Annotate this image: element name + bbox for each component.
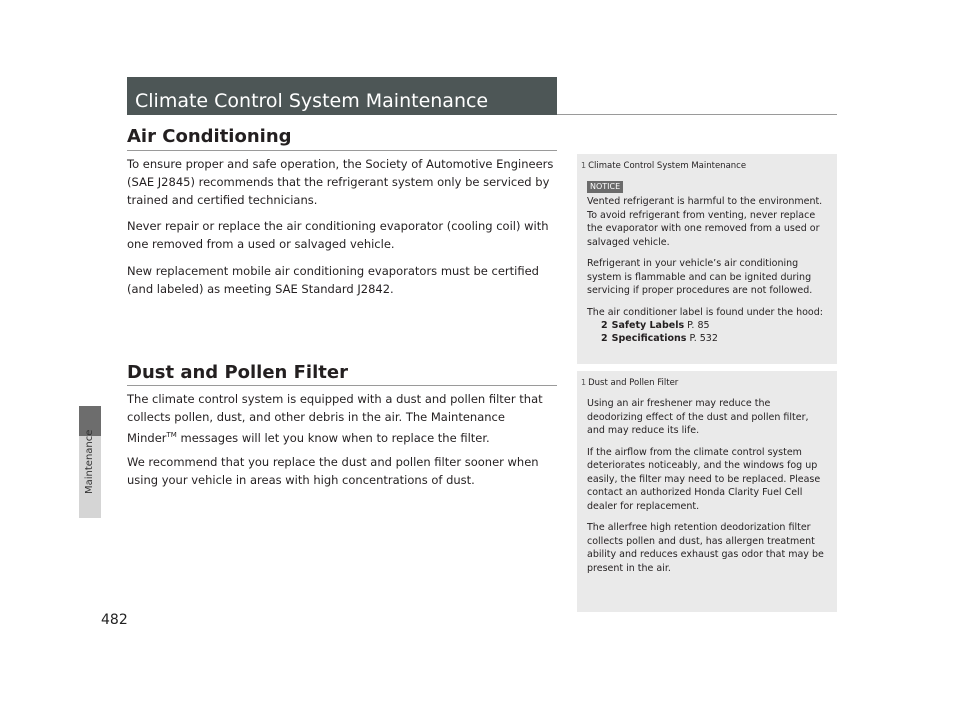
cross-reference-link[interactable]: 2 Safety Labels P. 85 [601,320,710,331]
paragraph: To ensure proper and safe operation, the Society of Automotive Engineers (SAE J2845) recommends that the refrigerant system only be serviced by trained and certified technicians. [127,157,554,207]
page-number: 482 [101,612,128,628]
side-tab-label: Maintenance [84,429,95,495]
note-paragraph: The allerfree high retention deodorization filter collects pollen and dust, has allergen treatment ability and reduces exhaust gas odor that may be present in the air. [587,522,824,574]
section-rule [127,150,557,151]
title-rule [557,114,837,115]
note-paragraph: If the airflow from the climate control system deteriorates noticeably, and the windows fog up easily, the filter may need to be replaced. Please contact an authorized Honda Clarity Fuel Cell dealer for replacement. [587,446,821,512]
paragraph-text: messages will let you know when to replace the filter. [176,430,490,445]
paragraph: New replacement mobile air conditioning evaporators must be certified (and labeled) as meeting SAE Standard J2842. [127,264,539,296]
note-paragraph: Using an air freshener may reduce the deodorizing effect of the dust and pollen filter, and may reduce its life. [587,398,809,436]
note-title [581,377,825,389]
trademark-mark: TM [166,431,177,439]
sidebar-note-dust-pollen [577,371,837,612]
paragraph [127,390,557,447]
cross-reference-link[interactable]: 2 Specifications P. 532 [601,333,718,344]
reference-icon: 1 [581,161,587,170]
paragraph-text: The climate control system is equipped with a dust and pollen filter that collects pollen, dust, and other debris in the air. The Maintenance Minder [127,392,543,445]
paragraph: We recommend that you replace the dust and pollen filter sooner when using your vehicle in areas with high concentrations of dust. [127,455,539,487]
note-title-text: Climate Control System Maintenance [588,161,747,171]
note-paragraph: Vented refrigerant is harmful to the environment. To avoid refrigerant from venting, never replace the evaporator with one removed from a used or salvaged vehicle. [587,196,823,248]
section-heading-air-conditioning: Air Conditioning [127,126,292,147]
arrow-icon: 2 [601,320,608,331]
notice-badge: NOTICE [587,181,623,193]
note-paragraph: The air conditioner label is found under the hood: [587,306,823,318]
note-paragraph: Refrigerant in your vehicle’s air conditioning system is flammable and can be ignited during servicing if proper procedures are not followed. [587,258,813,296]
paragraph: Never repair or replace the air conditioning evaporator (cooling coil) with one removed from a used or salvaged vehicle. [127,219,549,251]
note-title-text: Dust and Pollen Filter [588,378,679,388]
page-title: Climate Control System Maintenance [127,77,557,115]
reference-icon: 1 [581,378,587,387]
note-title [581,160,825,172]
section-heading-dust-pollen-filter: Dust and Pollen Filter [127,362,348,383]
sidebar-note-climate-control [577,154,837,364]
section-rule [127,385,557,386]
arrow-icon: 2 [601,333,608,344]
